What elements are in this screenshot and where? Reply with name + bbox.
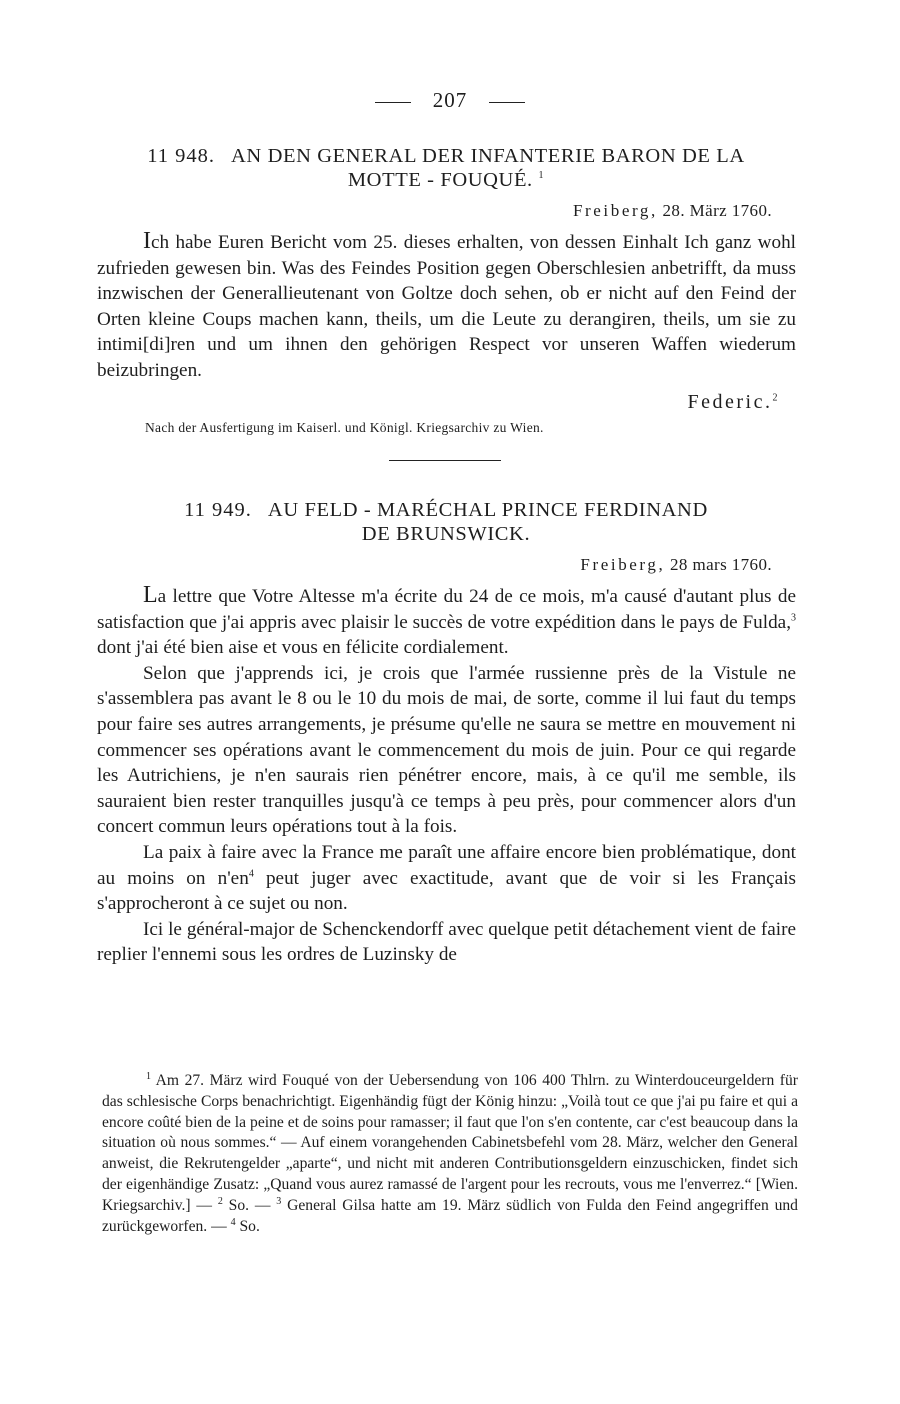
footnotes: [102, 1071, 798, 1237]
letter-2-initial: L: [143, 582, 158, 608]
letter-1-number: 11 948.: [147, 145, 215, 167]
letter-1-signature-text: Federic.: [687, 391, 773, 413]
footnote-4-mark-in-text: 4: [248, 868, 254, 880]
letter-2-paragraph-3-text-a: La paix à faire avec la France me paraît une affaire encore bien problématique, dont au moins on n'en: [97, 841, 796, 889]
letter-2-body: [97, 583, 796, 968]
letter-2-heading-line-2: [96, 522, 796, 546]
letter-1-heading: [96, 144, 796, 192]
footnote-1-mark: 1: [146, 1070, 151, 1082]
page-number: 207: [432, 88, 468, 112]
letter-1-dateline: [573, 201, 772, 221]
letter-2-date-place: Freiberg,: [580, 555, 666, 574]
page-number-dash-right: [489, 102, 525, 103]
footnote-2-mark: 2: [217, 1195, 223, 1207]
letter-2-paragraph-1-text-b: dont j'ai été bien aise et vous en félicite cordialement.: [97, 637, 509, 659]
letter-1-heading-line-1: [96, 144, 796, 168]
letter-1-heading-line-2: [96, 168, 796, 192]
letter-2-date: 28 mars 1760.: [670, 555, 772, 574]
footnote-block: [102, 1071, 798, 1237]
footnote-4-mark: 4: [230, 1216, 236, 1228]
letter-2-heading-line-1: [96, 498, 796, 522]
letter-2-paragraph-4: Ici le général-major de Schenckendorff avec quelque petit détachement vient de faire replier l'ennemi sous les ordres de Luzinsky de: [97, 918, 796, 966]
letter-1-signature-footnote-mark: 2: [772, 392, 780, 404]
footnote-2-text: So. —: [222, 1196, 277, 1214]
letter-2-paragraph-3: [97, 840, 796, 917]
footnote-3-text: General Gilsa hatte am 19. März südlich von Fulda den Feind angegriffen und zurückgeworfen. —: [102, 1196, 798, 1235]
page-number-dash-left: [375, 102, 411, 103]
letter-2-title-line-2: DE BRUNSWICK.: [361, 523, 531, 545]
letter-2-dateline: [580, 555, 772, 575]
letter-1-paragraph: [97, 229, 796, 384]
footnote-3-mark-in-text: 3: [791, 612, 796, 624]
footnote-3-mark: 3: [276, 1195, 282, 1207]
letter-1-title-line-1: AN DEN GENERAL DER INFANTERIE BARON DE LA: [231, 145, 745, 167]
letter-2-number: 11 949.: [184, 499, 252, 521]
letter-2-paragraph-1: [97, 583, 796, 661]
letter-1-date-place: Freiberg,: [572, 201, 658, 220]
section-divider: [389, 460, 501, 461]
letter-2-paragraph-2: Selon que j'apprends ici, je crois que l'armée russienne près de la Vistule ne s'assemblera pas avant le 8 ou le 10 du mois de mai, de sorte, comme il lui faut du temps pour faire ses autres arrangements, je présume qu'elle ne saura se mettre en mouvement ni commencer ses opérations avant le commencement du mois de juin. Pour ce qui regarde les Autrichiens, je n'en saurais rien pénétrer encore, mais, à ce qu'il me semble, ils sauraient bien rester tranquilles jusqu'à ce temps à peu près, pour commencer alors d'un concert commun leurs opérations tout à la fois.: [97, 662, 796, 838]
letter-1-title-footnote-mark: 1: [538, 170, 545, 182]
letter-1-source-note: Nach der Ausfertigung im Kaiserl. und Königl. Kriegsarchiv zu Wien.: [145, 420, 544, 435]
footnote-1-text: Am 27. März wird Fouqué von der Uebersendung von 106 400 Thlrn. zu Winterdouceurgeldern für das schlesische Corps benachrichtigt. Eigenhändig fügt der König hinzu: „Voilà tout ce que j'ai pu faire et qui a encore coûté bien de la peine et de soins pour ramasser; il faut que l'on s'en contente, car c'est beaucoup dans la situation où nous sommes.“ — Auf einem vorangehenden Cabinetsbefehl vom 28. März, welcher den General anweist, die Rekrutengelder „aparte“, und nicht mit anderen Contributionsgeldern einzuschicken, findet sich der eigenhändige Zusatz: „Quand vous aurez ramassé de l'argent pour les recrouts, vous me l'enverrez.“ [Wien. Kriegsarchiv.] —: [102, 1072, 798, 1214]
letter-1-body: [97, 229, 796, 384]
letter-1-text: ch habe Euren Bericht vom 25. dieses erhalten, von dessen Einhalt Ich ganz wohl zufrieden gewesen bin. Was des Feindes Position gegen Oberschlesien anbetrifft, da muss inzwischen der Generallieutenant von Goltze doch sehen, ob er nicht auf den Feind der Orten kleine Coups machen kann, theils, um die Leute zu derangiren, theils, um sie zu intimi[di]ren und um ihnen den gehörigen Respect vor unseren Waffen wiederum beizubringen.: [97, 232, 796, 381]
footnote-4-text: So.: [235, 1217, 260, 1235]
letter-1-initial: I: [143, 228, 151, 254]
letter-1-signature: [688, 391, 780, 414]
page-number-line: [0, 88, 900, 113]
letter-2-title-line-1: AU FELD - MARÉCHAL PRINCE FERDINAND: [267, 499, 708, 521]
letter-2-paragraph-1-text-a: a lettre que Votre Altesse m'a écrite du 24 de ce mois, m'a causé d'autant plus de satisfaction que j'ai appris avec plaisir le succès de votre expédition dans le pays de Fulda,: [97, 586, 796, 633]
letter-2-paragraph-3-text-b: peut juger avec exactitude, avant que de voir si les Français s'approcheront à ce sujet ou non.: [97, 867, 797, 915]
letter-2-heading: [96, 498, 796, 546]
letter-1-title-line-2: MOTTE - FOUQUÉ.: [347, 169, 533, 191]
letter-1-date: 28. März 1760.: [662, 201, 772, 220]
